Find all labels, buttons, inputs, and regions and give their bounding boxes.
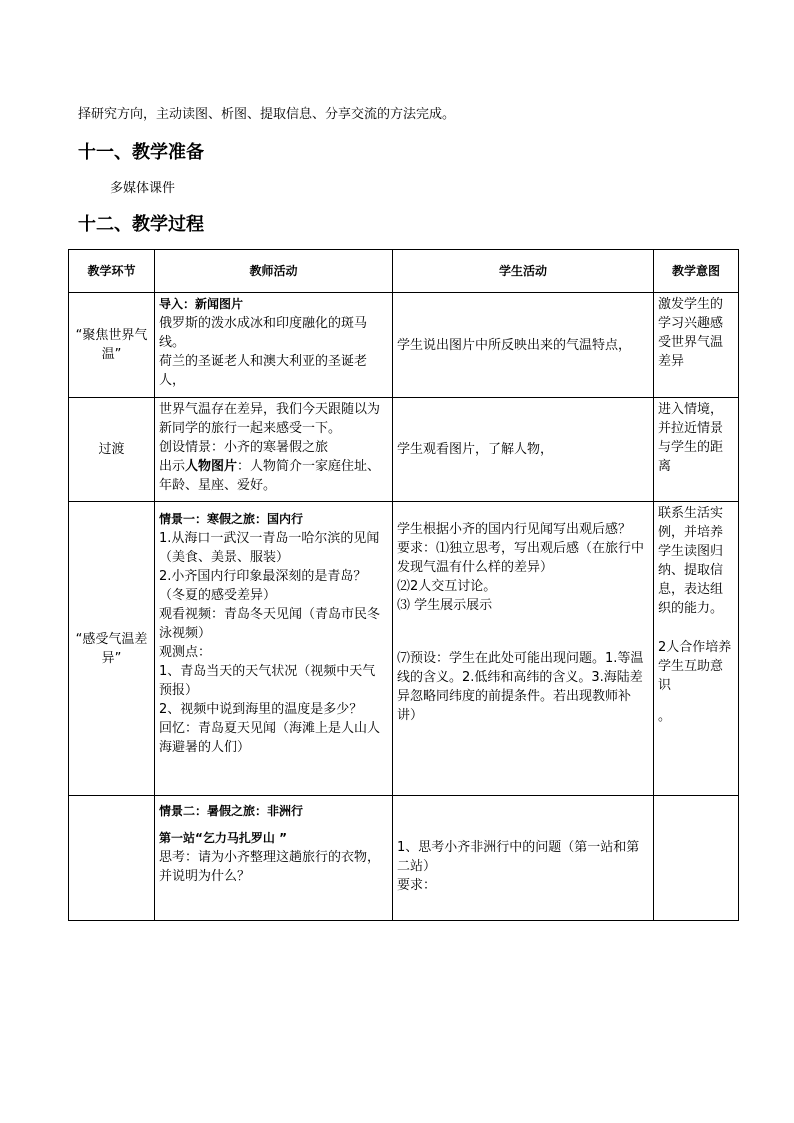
student-text: 要求： — [397, 878, 437, 893]
intent-text: 联系生活实例，并培养学生读图归纳、提取信息，表达组织的能力。 — [658, 506, 724, 616]
intent-cell: 进入情境，并拉近情景与学生的距离 — [654, 398, 739, 502]
intent-text: 。 — [658, 709, 672, 724]
student-cell — [393, 796, 654, 921]
student-text: ⑶ 学生展示展示 — [397, 598, 493, 613]
teacher-subheading: 第一站“乞力马扎罗山 ” — [159, 831, 287, 845]
student-text: 1、思考小齐非洲行中的问题（第一站和第二站） — [397, 840, 640, 874]
teacher-subheading: 导入：新闻图片 — [159, 297, 244, 311]
teacher-cell — [155, 293, 393, 398]
table-row — [69, 502, 739, 796]
student-cell: 学生说出图片中所反映出来的气温特点， — [393, 293, 654, 398]
teacher-cell — [155, 398, 393, 502]
student-cell: 学生观看图片，了解人物， — [393, 398, 654, 502]
stage-cell: “聚焦世界气温” — [69, 293, 155, 398]
student-text: 学生根据小齐的国内行见闻写出观后感？ — [397, 522, 632, 537]
teacher-text: 1、青岛当天的天气状况（视频中天气预报） — [159, 664, 376, 698]
header-stage: 教学环节 — [69, 250, 155, 293]
table-row — [69, 398, 739, 502]
section-11-heading: 十一、教学准备 — [78, 142, 204, 163]
stage-cell: “感受气温差异” — [69, 502, 155, 796]
intent-cell — [654, 796, 739, 921]
teacher-cell — [155, 796, 393, 921]
teacher-text: 创设情景：小齐的寒暑假之旅 — [159, 440, 329, 455]
teacher-text: 2.小齐国内行印象最深刻的是青岛？（冬夏的感受差异） — [159, 569, 367, 603]
intent-text: 2人合作培养学生互助意识 — [658, 640, 732, 693]
teacher-subheading: 情景一：寒假之旅：国内行 — [159, 512, 304, 526]
teacher-text: 俄罗斯的泼水成冰和印度融化的斑马线。 — [159, 316, 368, 350]
header-teacher: 教师活动 — [155, 250, 393, 293]
teacher-text: 观看视频：青岛冬天见闻（青岛市民冬泳视频） — [159, 607, 381, 641]
teaching-process-table — [68, 249, 739, 921]
header-intent: 教学意图 — [654, 250, 739, 293]
intro-paragraph: 择研究方向，主动读图、析图、提取信息、分享交流的方法完成。 — [78, 107, 456, 122]
show-label: 出示 — [159, 459, 186, 474]
teacher-text: 1.从海口一武汉一青岛一哈尔滨的见闻（美食、美景、服装） — [159, 531, 380, 565]
person-picture-label: 人物图片 — [185, 459, 238, 474]
stage-cell — [69, 796, 155, 921]
teacher-text: 世界气温存在差异，我们今天跟随以为新同学的旅行一起来感受一下。 — [159, 402, 381, 436]
teacher-text: 回忆：青岛夏天见闻（海滩上是人山人海避暑的人们） — [159, 721, 381, 755]
student-text: ⑺预设：学生在此处可能出现问题。1.等温线的含义。2.低纬和高纬的含义。3.海陆差异忽略同纬度的前提条件。若出现教师补讲） — [397, 651, 644, 723]
student-text: ⑵2人交互讨论。 — [397, 579, 497, 594]
student-cell — [393, 502, 654, 796]
section-12-heading: 十二、教学过程 — [78, 214, 204, 235]
intent-cell: 激发学生的学习兴趣感受世界气温差异 — [654, 293, 739, 398]
header-student: 学生活动 — [393, 250, 654, 293]
teacher-text: 荷兰的圣诞老人和澳大利亚的圣诞老人， — [159, 354, 368, 388]
section-11-content: 多媒体课件 — [110, 181, 176, 196]
table-row — [69, 293, 739, 398]
teacher-text — [159, 457, 388, 495]
teacher-text: 观测点： — [159, 645, 212, 660]
person-intro: ：人物简介一家庭住址、年龄、星座、爱好。 — [159, 459, 381, 493]
stage-cell: 过渡 — [69, 398, 155, 502]
intent-cell — [654, 502, 739, 796]
teacher-cell — [155, 502, 393, 796]
teacher-text: 2、视频中说到海里的温度是多少？ — [159, 702, 363, 717]
table-row — [69, 796, 739, 921]
teacher-text: 思考：请为小齐整理这趟旅行的衣物，并说明为什么？ — [159, 850, 381, 884]
teacher-subheading: 情景二：暑假之旅：非洲行 — [159, 804, 304, 818]
table-header-row — [69, 250, 739, 293]
student-text: 要求：⑴独立思考，写出观后感（在旅行中发现气温有什么样的差异） — [397, 541, 645, 575]
